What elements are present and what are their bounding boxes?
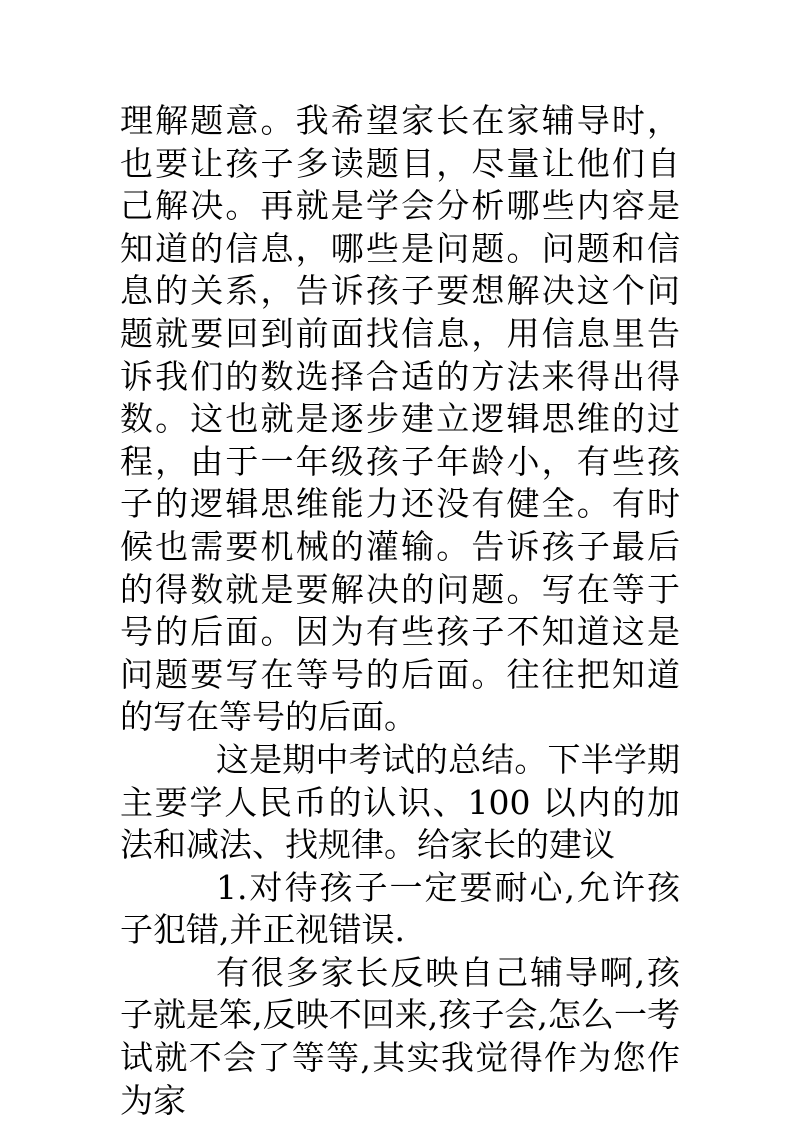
paragraph-4: 有很多家长反映自己辅导啊,孩子就是笨,反映不回来,孩子会,怎么一考试就不会了等等,其实我觉得作为您作为家	[120, 952, 680, 1120]
paragraph-2: 这是期中考试的总结。下半学期主要学人民币的认识、100 以内的加法和减法、找规律。给家长的建议	[120, 739, 680, 865]
document-page	[120, 100, 680, 1122]
paragraph-1: 理解题意。我希望家长在家辅导时，也要让孩子多读题目，尽量让他们自己解决。再就是学会分析哪些内容是知道的信息，哪些是问题。问题和信息的关系，告诉孩子要想解决这个问题就要回到前面找信息，用信息里告诉我们的数选择合适的方法来得出得数。这也就是逐步建立逻辑思维的过程，由于一年级孩子年龄小，有些孩子的逻辑思维能力还没有健全。有时候也需要机械的灌输。告诉孩子最后的得数就是要解决的问题。写在等于号的后面。因为有些孩子不知道这是问题要写在等号的后面。往往把知道的写在等号的后面。	[120, 101, 680, 737]
paragraph-3: 1.对待孩子一定要耐心,允许孩子犯错,并正视错误.	[120, 867, 680, 950]
